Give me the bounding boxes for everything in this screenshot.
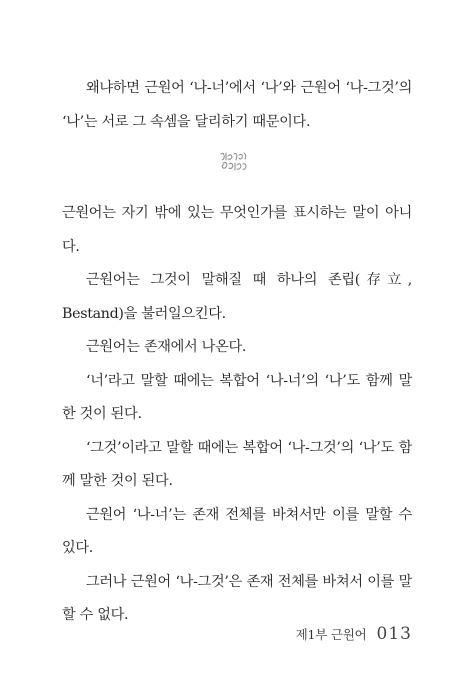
text-block-main: [62, 197, 412, 633]
paragraph: 근원어는 자기 밖에 있는 무엇인가를 표시하는 말이 아니다.: [62, 205, 412, 255]
paragraph: 그러나 근원어 ‘나-그것’은 존재 전체를 바쳐서 이를 말할 수 없다.: [62, 573, 412, 623]
section-label: 제1부 근원어: [295, 627, 367, 642]
paragraph: 근원어는 존재에서 나온다.: [86, 339, 247, 355]
page-footer: [296, 624, 412, 644]
text-block-top: [62, 72, 412, 139]
page-number: 013: [376, 624, 412, 644]
section-ornament-icon: [218, 151, 252, 173]
paragraph: ‘너’라고 말할 때에는 복합어 ‘나-너’의 ‘나’도 함께 말한 것이 된다.: [62, 372, 412, 422]
paragraph: 근원어 ‘나-너’는 존재 전체를 바쳐서만 이를 말할 수 있다.: [62, 506, 412, 556]
paragraph: 근원어는 그것이 말해질 때 하나의 존립(存立, Bestand)을 불러일으킨다.: [62, 272, 412, 322]
paragraph: ‘그것’이라고 말할 때에는 복합어 ‘나-그것’의 ‘나’도 함께 말한 것이 된다.: [62, 439, 412, 489]
paragraph: 왜냐하면 근원어 ‘나-너’에서 ‘나’와 근원어 ‘나-그것’의 ‘나’는 서로 그 속셈을 달리하기 때문이다.: [62, 80, 412, 130]
